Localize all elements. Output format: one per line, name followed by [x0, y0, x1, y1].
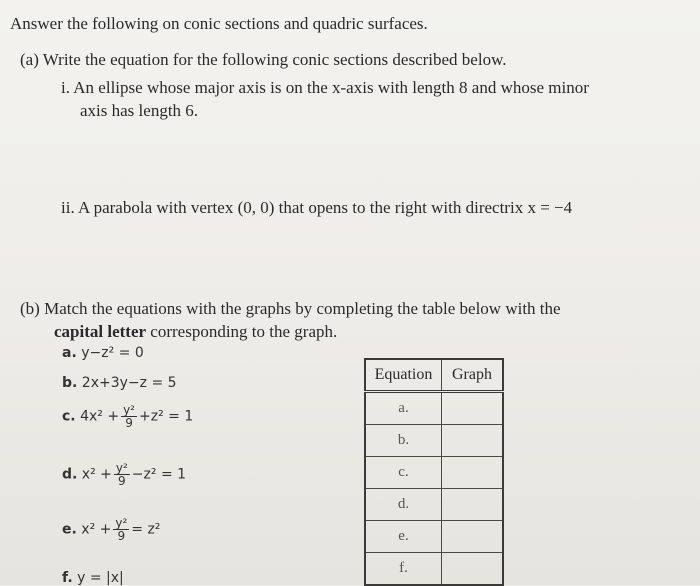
part-a-item-i-line1: i. An ellipse whose major axis is on the x-axis with length 8 and whose minor	[61, 78, 589, 97]
table-row	[365, 457, 503, 489]
matching-table	[364, 358, 504, 586]
part-b-label-line1: (b) Match the equations with the graphs by completing the table below with the	[20, 299, 561, 318]
table-row	[365, 392, 503, 425]
table-cell-graph-answer[interactable]	[442, 489, 504, 521]
table-cell-equation: f.	[365, 553, 442, 586]
table-header-graph: Graph	[442, 359, 504, 392]
equation-a-text: y−z² = 0	[81, 345, 144, 361]
equation-b: b. 2x+3y−z = 5	[62, 375, 177, 391]
table-cell-graph-answer[interactable]	[442, 392, 504, 425]
equation-e: e. x² + $\frac{\text{y²}}{9}$ = z²	[62, 516, 161, 543]
part-a-item-i-line2: axis has length 6.	[80, 101, 199, 120]
table-cell-equation: e.	[365, 521, 442, 553]
table-row	[365, 553, 503, 586]
table-cell-graph-answer[interactable]	[442, 521, 504, 553]
part-b-emphasis: capital letter	[54, 322, 147, 341]
table-cell-equation: b.	[365, 425, 442, 457]
equation-a: a. y−z² = 0	[62, 345, 144, 361]
equation-f: f. y = |x|	[62, 570, 124, 586]
fraction: $\frac{\text{y²}}{9}$	[123, 403, 135, 430]
part-a-item-ii: ii. A parabola with vertex (0, 0) that opens to the right with directrix x = −4	[61, 198, 573, 217]
table-cell-graph-answer[interactable]	[442, 425, 504, 457]
table-row	[365, 425, 503, 457]
table-cell-graph-answer[interactable]	[442, 553, 504, 586]
equation-f-text: y = |x|	[77, 570, 124, 586]
equation-d: d. x² + $\frac{\text{y²}}{9}$ −z² = 1	[62, 461, 187, 488]
table-cell-equation: a.	[365, 392, 442, 425]
table-cell-equation: c.	[365, 457, 442, 489]
table-header-row	[365, 359, 503, 392]
table-cell-graph-answer[interactable]	[442, 457, 504, 489]
fraction: $\frac{\text{y²}}{9}$	[115, 516, 128, 543]
part-a-label: (a) Write the equation for the following conic sections described below.	[20, 50, 507, 69]
equation-b-text: 2x+3y−z = 5	[81, 375, 177, 391]
table-row	[365, 489, 503, 521]
table-cell-equation: d.	[365, 489, 442, 521]
fraction: $\frac{\text{y²}}{9}$	[115, 461, 128, 488]
part-b-label-line2	[54, 322, 337, 342]
table-header-equation: Equation	[365, 359, 442, 392]
equation-c: c. 4x² + $\frac{\text{y²}}{9}$ +z² = 1	[62, 403, 194, 430]
table-row	[365, 521, 503, 553]
header-instruction: Answer the following on conic sections and quadric surfaces.	[10, 14, 428, 33]
part-b-label-rest: corresponding to the graph.	[146, 322, 338, 341]
